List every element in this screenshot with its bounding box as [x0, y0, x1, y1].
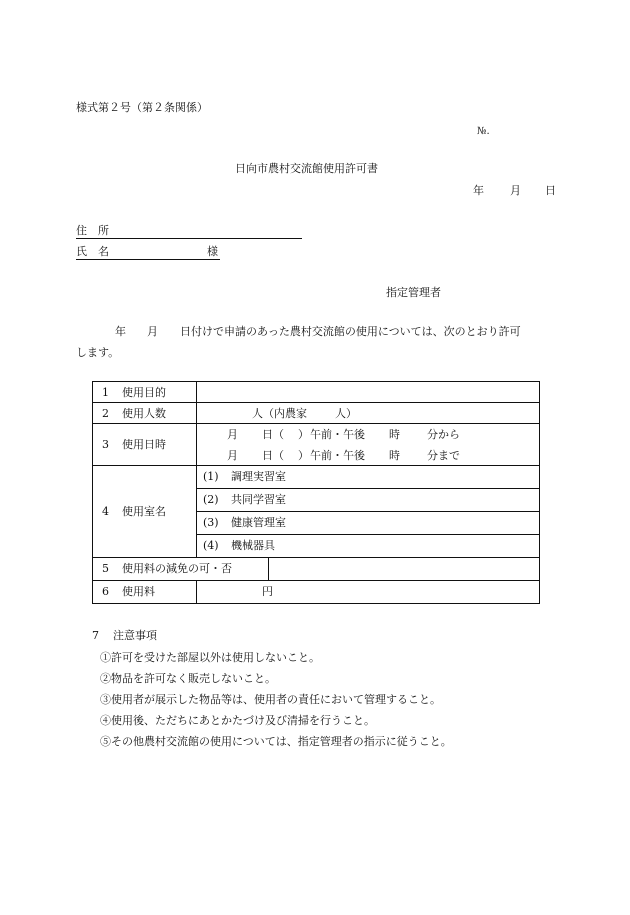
row-label: 使用人数 [122, 407, 166, 420]
row-number: 5 [102, 562, 109, 575]
table-rule [196, 488, 540, 489]
body-line1: 日付けで申請のあった農村交流館の使用については、次のとおり許可 [180, 325, 521, 338]
date-month: 月 [510, 184, 521, 197]
row-label: 使用料の減免の可・否 [122, 562, 232, 575]
from-day: 日（ [262, 428, 284, 441]
row-number: 6 [102, 585, 109, 598]
table-divider [196, 381, 197, 558]
name-underline [76, 259, 220, 260]
room-number: (2) [203, 493, 219, 506]
from-month: 月 [227, 428, 238, 441]
table-border-left [92, 381, 93, 604]
document-number-label: №. [477, 126, 490, 137]
table-border-top [92, 381, 540, 382]
from-ampm: 午前・午後 [310, 428, 365, 441]
to-hour: 時 [389, 449, 400, 462]
to-minutes: 分まで [427, 449, 460, 462]
body-line2: します。 [76, 346, 120, 359]
row-label: 使用日時 [122, 438, 166, 451]
address-underline [76, 238, 302, 239]
room-name: 共同学習室 [231, 493, 286, 506]
room-number: (3) [203, 516, 219, 529]
honorific: 様 [207, 245, 218, 258]
room-name: 健康管理室 [231, 516, 286, 529]
persons-end: 人） [335, 407, 357, 420]
persons-value: 人（内農家 [252, 407, 307, 420]
issuer-label: 指定管理者 [386, 286, 441, 299]
notes-heading: 注意事項 [113, 629, 157, 642]
list-item: ④使用後、ただちにあとかたづけ及び清掃を行うこと。 [100, 714, 375, 727]
address-label: 住 所 [76, 224, 109, 237]
row-label: 使用料 [122, 585, 155, 598]
row-label: 使用目的 [122, 386, 166, 399]
table-rule [92, 402, 540, 403]
row-number: 1 [102, 386, 109, 399]
row-number: 2 [102, 407, 109, 420]
table-divider [268, 557, 269, 581]
to-month: 月 [227, 449, 238, 462]
table-border-bottom [92, 603, 540, 604]
from-hour: 時 [389, 428, 400, 441]
row-label: 使用室名 [122, 505, 166, 518]
room-number: (4) [203, 539, 219, 552]
table-rule [92, 580, 540, 581]
table-rule [92, 465, 540, 466]
row-number: 4 [102, 505, 109, 518]
room-name: 調理実習室 [231, 470, 286, 483]
body-month: 月 [147, 325, 158, 338]
table-rule [196, 534, 540, 535]
table-rule [92, 557, 540, 558]
list-item: ③使用者が展示した物品等は、使用者の責任において管理すること。 [100, 693, 441, 706]
room-number: (1) [203, 470, 219, 483]
row-number: 3 [102, 438, 109, 451]
fee-unit: 円 [262, 585, 273, 598]
table-rule [92, 423, 540, 424]
table-divider [196, 580, 197, 604]
body-year: 年 [115, 325, 126, 338]
room-name: 機械器具 [231, 539, 275, 552]
to-ampm: 午前・午後 [310, 449, 365, 462]
table-border-right [539, 381, 540, 604]
list-item: ②物品を許可なく販売しないこと。 [100, 672, 276, 685]
to-day: 日（ [262, 449, 284, 462]
to-paren-close: ） [298, 449, 309, 462]
date-day: 日 [545, 184, 556, 197]
table-rule [196, 511, 540, 512]
form-number: 様式第２号（第２条関係） [76, 101, 208, 114]
list-item: ⑤その他農村交流館の使用については、指定管理者の指示に従うこと。 [100, 735, 452, 748]
from-minutes: 分から [427, 428, 460, 441]
list-item: ①許可を受けた部屋以外は使用しないこと。 [100, 651, 320, 664]
document-title: 日向市農村交流館使用許可書 [235, 162, 378, 175]
notes-heading-number: 7 [92, 629, 99, 642]
from-paren-close: ） [298, 428, 309, 441]
name-label: 氏 名 [76, 245, 109, 258]
date-year: 年 [473, 184, 484, 197]
